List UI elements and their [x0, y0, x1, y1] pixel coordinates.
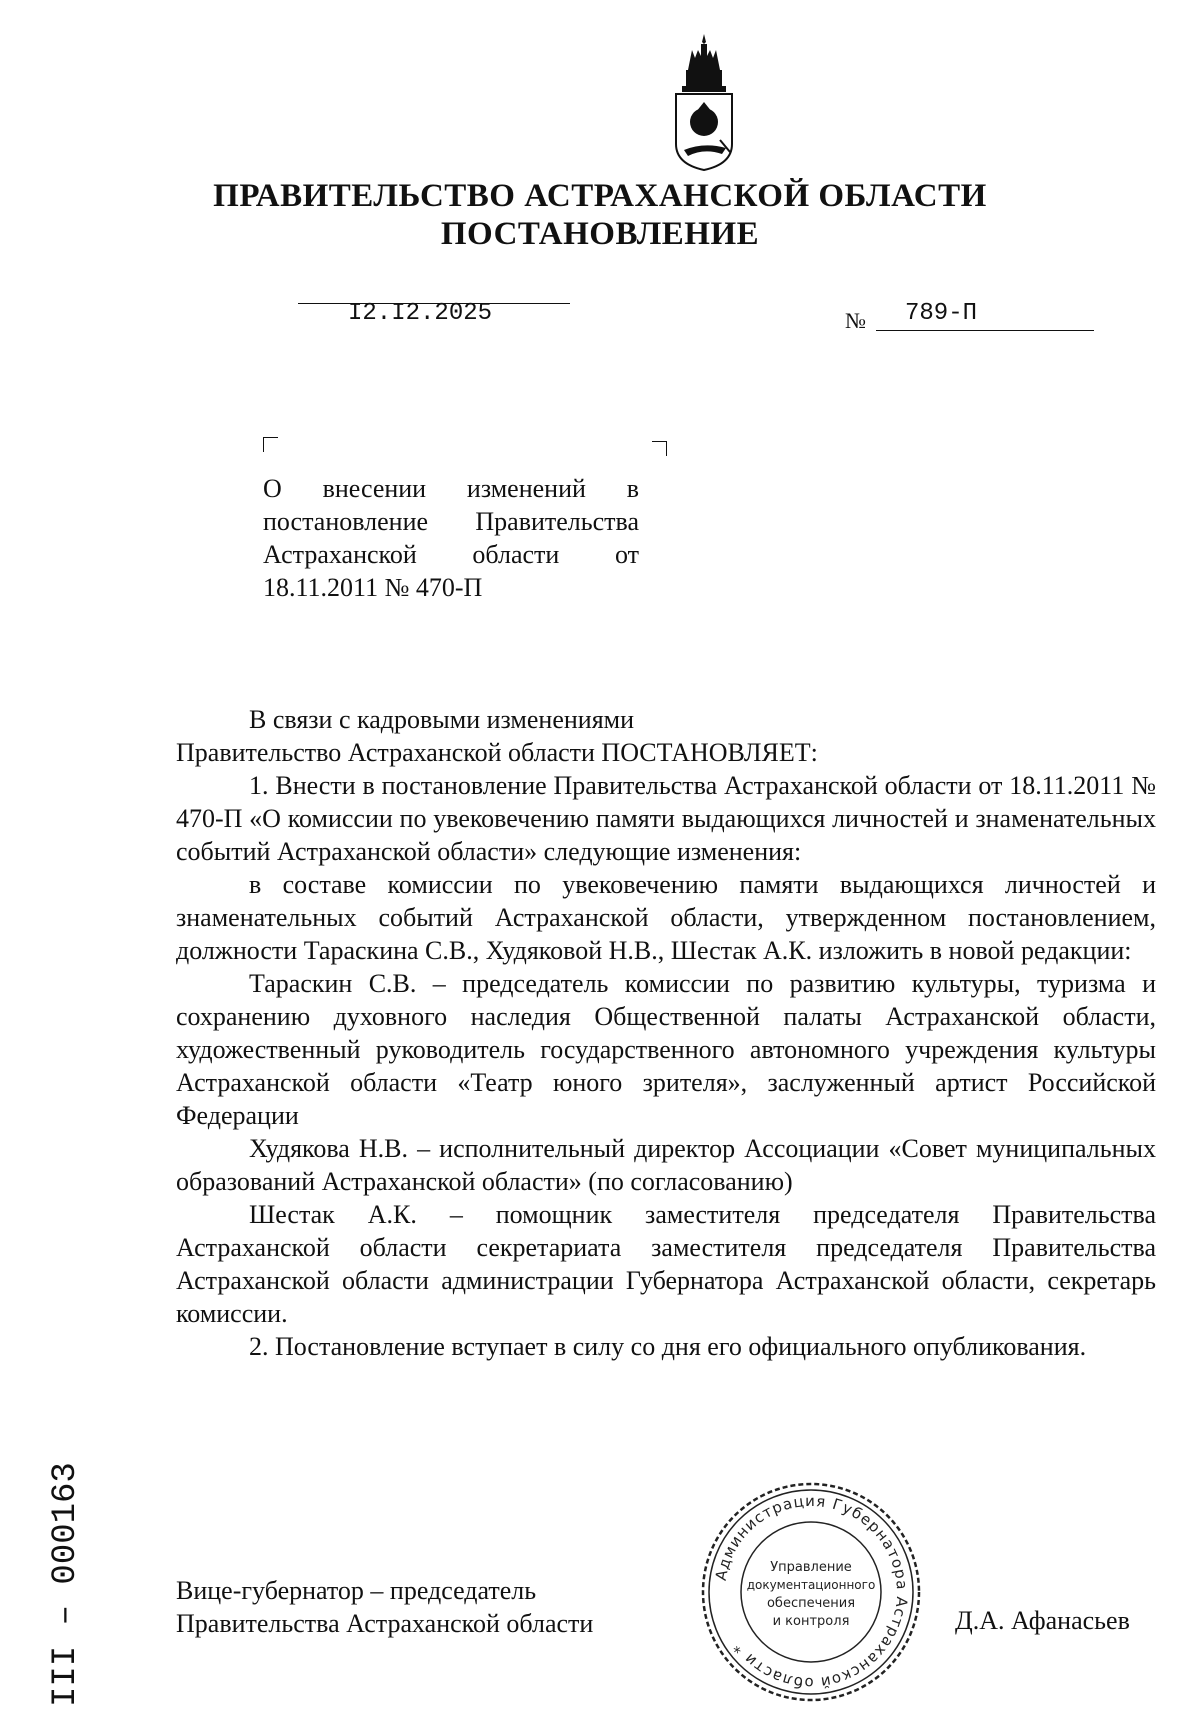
registration-number-text: III – 000163	[47, 1462, 85, 1707]
document-type: ПОСТАНОВЛЕНИЕ	[440, 216, 760, 252]
document-body	[176, 703, 1156, 1363]
position-line: Правительства Астраханской области	[176, 1609, 594, 1638]
signatory-name: Д.А. Афанасьев	[955, 1606, 1130, 1635]
item-1-paragraph: 1. Внести в постановление Правительства Астраханской области от 18.11.2011 № 470-П «О комиссии по увековечению памяти выдающихся личностей и знаменательных событий Астраханской области» следующие изменения:	[176, 771, 1156, 866]
coat-of-arms-emblem	[662, 32, 746, 172]
subject-line: О внесении изменений в	[263, 474, 639, 503]
stamp-center-line: документационного	[746, 1578, 876, 1592]
subject-bracket-left	[263, 437, 278, 452]
subject-line: постановление Правительства	[263, 507, 639, 536]
subject-bracket-right	[652, 441, 667, 456]
member-paragraph: Худякова Н.В. – исполнительный директор Ассоциации «Совет муниципальных образований Астраханской области» (по согласованию)	[176, 1134, 1156, 1196]
preamble-line: Правительство Астраханской области ПОСТАНОВЛЯЕТ:	[176, 738, 818, 767]
stamp-center-line: Управление	[770, 1560, 852, 1575]
stamp-ring-text: Администрация Губернатора Астраханской области *	[711, 1491, 912, 1693]
subject-line: 18.11.2011 № 470-П	[263, 573, 483, 602]
item-1-sub-paragraph: в составе комиссии по увековечению памяти выдающихся личностей и знаменательных событий Астраханской области, утвержденном постановлением, должности Тараскина С.В., Худяковой Н.В., Шестак А.К. изложить в новой редакции:	[176, 870, 1156, 965]
number-underline	[876, 330, 1094, 331]
number-sign: №	[845, 308, 866, 333]
signatory-position	[176, 1574, 593, 1640]
registration-number	[40, 1415, 86, 1715]
item-2-paragraph: 2. Постановление вступает в силу со дня его официального опубликования.	[249, 1332, 1087, 1361]
document-number: 789-П	[905, 300, 978, 327]
subject-line: Астраханской области от	[263, 540, 639, 569]
document-date: I2.I2.2025	[348, 300, 493, 327]
stamp-center-line: обеспечения	[766, 1596, 856, 1611]
member-paragraph: Тараскин С.В. – председатель комиссии по развитию культуры, туризма и сохранению духовного наследия Общественной палаты Астраханской области, художественный руководитель государственного автономного учреждения культуры Астраханской области «Театр юного зрителя», заслуженный артист Российской Федерации	[176, 969, 1156, 1130]
stamp-center-line: и контроля	[772, 1614, 850, 1629]
member-paragraph: Шестак А.К. – помощник заместителя председателя Правительства Астраханской области секретариата заместителя председателя Правительства Астраханской области администрации Губернатора Астраханской области, секретарь комиссии.	[176, 1200, 1156, 1328]
preamble-line: В связи с кадровыми изменениями	[249, 705, 635, 734]
position-line: Вице-губернатор – председатель	[176, 1576, 537, 1605]
document-subject	[263, 472, 639, 604]
government-title: ПРАВИТЕЛЬСТВО АСТРАХАНСКОЙ ОБЛАСТИ	[213, 178, 987, 214]
official-stamp	[700, 1481, 922, 1703]
